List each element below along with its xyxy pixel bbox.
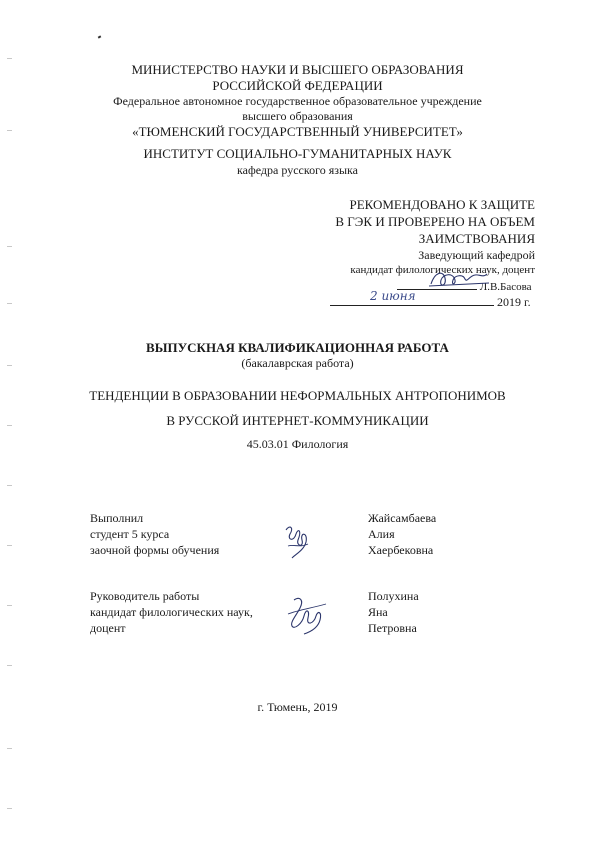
supervisor-signature bbox=[284, 592, 330, 638]
student-role-line-2: студент 5 курса bbox=[90, 527, 170, 541]
margin-mark bbox=[7, 665, 12, 666]
margin-mark bbox=[7, 808, 12, 809]
department-name: кафедра русского языка bbox=[237, 163, 358, 177]
work-title-line-1: ТЕНДЕНЦИИ В ОБРАЗОВАНИИ НЕФОРМАЛЬНЫХ АНТРОПОНИМОВ bbox=[89, 388, 506, 403]
student-role-line-3: заочной формы обучения bbox=[90, 543, 220, 557]
student-name: Алия bbox=[368, 527, 395, 541]
head-signature bbox=[425, 266, 495, 292]
city-year: г. Тюмень, 2019 bbox=[257, 700, 338, 714]
work-title-line-2: В РУССКОЙ ИНТЕРНЕТ-КОММУНИКАЦИИ bbox=[166, 413, 429, 428]
student-signature bbox=[278, 518, 318, 562]
margin-mark bbox=[7, 545, 12, 546]
work-type: ВЫПУСКНАЯ КВАЛИФИКАЦИОННАЯ РАБОТА bbox=[146, 340, 449, 355]
institute-name: ИНСТИТУТ СОЦИАЛЬНО-ГУМАНИТАРНЫХ НАУК bbox=[143, 146, 452, 161]
approval-head-title: Заведующий кафедрой bbox=[418, 248, 535, 262]
approval-line-3: ЗАИМСТВОВАНИЯ bbox=[418, 231, 535, 246]
ministry-line-2: РОССИЙСКОЙ ФЕДЕРАЦИИ bbox=[212, 78, 383, 93]
margin-mark bbox=[7, 246, 12, 247]
supervisor-role-line-1: Руководитель работы bbox=[90, 589, 200, 603]
approval-line-1: РЕКОМЕНДОВАНО К ЗАЩИТЕ bbox=[349, 197, 535, 212]
student-surname: Жайсамбаева bbox=[368, 511, 437, 525]
date-blank bbox=[330, 289, 494, 306]
supervisor-surname: Полухина bbox=[368, 589, 419, 603]
approval-date-row bbox=[330, 289, 540, 310]
margin-mark bbox=[7, 58, 12, 59]
scan-speck bbox=[98, 35, 102, 38]
margin-mark bbox=[7, 748, 12, 749]
specialty-code: 45.03.01 Филология bbox=[246, 437, 349, 451]
approval-head-degree: кандидат филологических наук, доцент bbox=[350, 264, 535, 276]
head-name: Л.В.Басова bbox=[479, 281, 532, 293]
ministry-line-1: МИНИСТЕРСТВО НАУКИ И ВЫСШЕГО ОБРАЗОВАНИЯ bbox=[131, 62, 464, 77]
institution-line-1: Федеральное автономное государственное образовательное учреждение bbox=[113, 94, 482, 108]
institution-line-2: высшего образования bbox=[242, 109, 353, 123]
university-name: «ТЮМЕНСКИЙ ГОСУДАРСТВЕННЫЙ УНИВЕРСИТЕТ» bbox=[132, 124, 463, 139]
work-subtype: (бакалаврская работа) bbox=[241, 356, 354, 370]
supervisor-name: Яна bbox=[368, 605, 388, 619]
margin-mark bbox=[7, 605, 12, 606]
margin-mark bbox=[7, 303, 12, 304]
approval-year: 2019 г. bbox=[497, 295, 531, 309]
supervisor-role-line-2: кандидат филологических наук, bbox=[90, 605, 253, 619]
margin-mark bbox=[7, 485, 12, 486]
approval-line-2: В ГЭК И ПРОВЕРЕНО НА ОБЪЕМ bbox=[335, 214, 535, 229]
handwritten-date: 2 июня bbox=[370, 289, 416, 303]
supervisor-role-line-3: доцент bbox=[90, 621, 126, 635]
supervisor-patronymic: Петровна bbox=[368, 621, 417, 635]
student-role-line-1: Выполнил bbox=[90, 511, 144, 525]
student-patronymic: Хаербековна bbox=[368, 543, 434, 557]
